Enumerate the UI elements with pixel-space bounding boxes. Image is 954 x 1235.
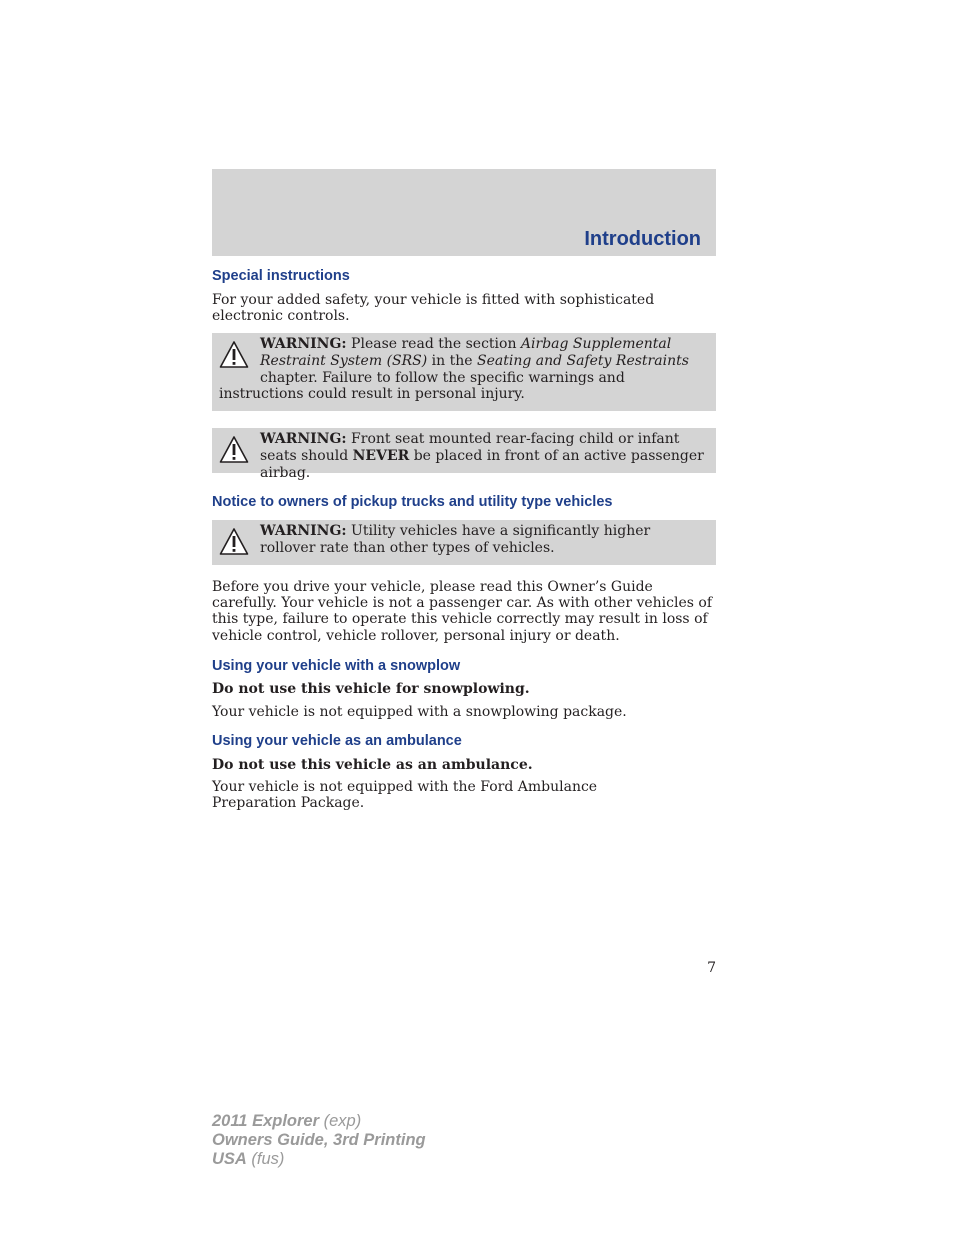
footer-market-code: (fus) (246, 1150, 285, 1168)
chapter-header-band (212, 169, 716, 256)
footer-line-market (212, 1150, 426, 1169)
heading-ambulance: Using your vehicle as an ambulance (212, 733, 462, 749)
warning-box-child-seat (212, 428, 716, 481)
warning-text: Please read the section (346, 336, 521, 352)
warning-triangle-icon (219, 435, 249, 465)
warning-label: WARNING: (260, 523, 347, 539)
paragraph-special-instructions: For your added safety, your vehicle is fitted with sophisticated electronic controls. (212, 292, 655, 325)
warning-label: WARNING: (260, 431, 347, 447)
warning-text: Front seat mounted rear-facing child or infant seats should (260, 431, 680, 464)
warning-label: WARNING: (260, 336, 347, 352)
warning-text: be placed in front of an active passenger airbag. (260, 447, 704, 481)
paragraph-ambulance-bold: Do not use this vehicle as an ambulance. (212, 757, 533, 773)
footer-edition-info (212, 1112, 426, 1169)
warning-box-rollover (212, 520, 716, 565)
footer-printing: Owners Guide, 3rd Printing (212, 1131, 426, 1149)
footer-line-model (212, 1112, 426, 1131)
paragraph-ambulance: Your vehicle is not equipped with the Ford Ambulance Preparation Package. (212, 779, 598, 812)
heading-special-instructions: Special instructions (212, 268, 350, 284)
footer-model: 2011 Explorer (212, 1112, 320, 1130)
footer-market: USA (212, 1150, 247, 1168)
warning-ref-section: Airbag Supplemental Restraint System (SRS) (260, 336, 672, 369)
paragraph-snowplow-bold: Do not use this vehicle for snowplowing. (212, 681, 530, 697)
warning-text: chapter. Failure to follow the specific warnings and instructions could result in personal injury. (219, 369, 625, 403)
heading-pickup-notice: Notice to owners of pickup trucks and utility type vehicles (212, 494, 613, 510)
warning-emphasis: NEVER (352, 447, 410, 464)
footer-model-code: (exp) (319, 1112, 362, 1130)
paragraph-before-drive: Before you drive your vehicle, please read this Owner’s Guide carefully. Your vehicle is not a passenger car. As with other vehicles of this type, failure to operate this vehicle correctly may result in loss of vehicle control, vehicle rollover, personal injury or death. (212, 579, 713, 644)
warning-text: Utility vehicles have a significantly higher rollover rate than other types of vehicles. (260, 523, 651, 556)
page-number: 7 (707, 960, 716, 976)
warning-box-airbag (212, 333, 716, 411)
warning-triangle-icon (219, 340, 249, 370)
chapter-title: Introduction (584, 228, 701, 250)
warning-text: in the (427, 352, 477, 369)
heading-snowplow: Using your vehicle with a snowplow (212, 658, 461, 674)
footer-line-printing (212, 1131, 426, 1150)
paragraph-snowplow: Your vehicle is not equipped with a snowplowing package. (212, 704, 627, 720)
warning-ref-chapter: Seating and Safety Restraints (477, 352, 689, 369)
warning-triangle-icon (219, 527, 249, 557)
